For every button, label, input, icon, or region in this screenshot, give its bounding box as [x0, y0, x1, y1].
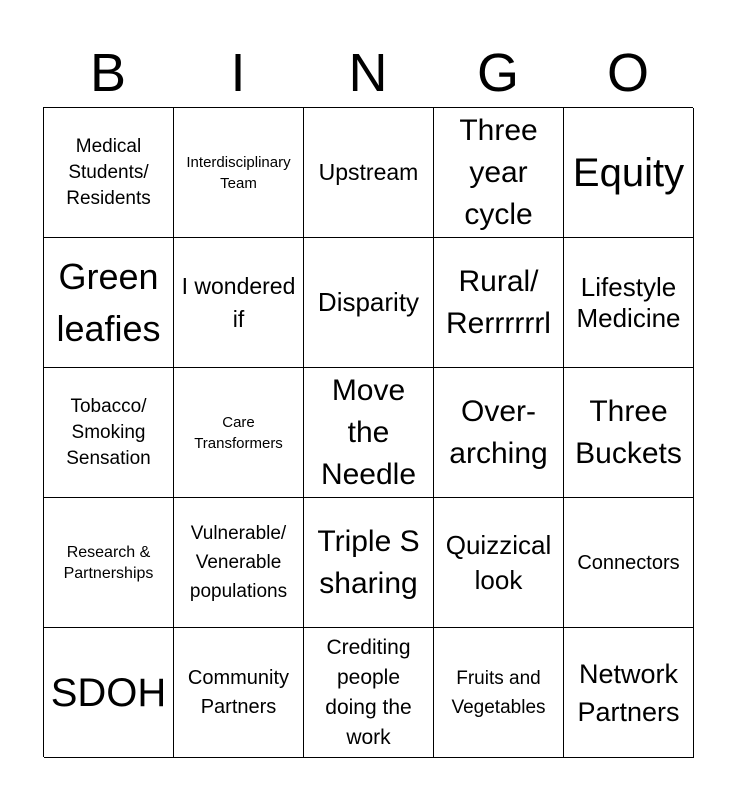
cell-text: Crediting people doing the work — [325, 635, 412, 749]
bingo-cell[interactable] — [44, 238, 174, 368]
cell-text: Vulnerable/ Venerable populations — [189, 523, 288, 602]
cell-text: Network Partners — [577, 658, 680, 727]
cell-text: Three year cycle — [459, 113, 538, 231]
cell-text: Connectors — [577, 551, 680, 574]
cell-text: Research & Partnerships — [63, 543, 154, 582]
header-letter-i: I — [230, 43, 246, 103]
cell-text: Over-arching — [449, 394, 548, 470]
cell-text: Move the Needle — [320, 373, 417, 491]
bingo-cell[interactable] — [304, 498, 434, 628]
bingo-cell[interactable] — [174, 628, 304, 758]
cell-text: Tobacco/ Smoking Sensation — [66, 395, 151, 469]
header-letter-g: G — [476, 43, 519, 103]
cell-text: Triple S sharing — [317, 524, 420, 600]
bingo-cell[interactable] — [44, 628, 174, 758]
cell-text: Three Buckets — [575, 394, 682, 470]
cell-text: Medical Students/ Residents — [66, 135, 151, 209]
bingo-header — [43, 42, 693, 104]
bingo-cell[interactable] — [174, 368, 304, 498]
cell-text: Community Partners — [187, 666, 290, 718]
cell-text: Disparity — [317, 287, 420, 317]
header-letter-n: N — [348, 43, 388, 103]
bingo-cell[interactable] — [434, 628, 564, 758]
bingo-cell[interactable] — [564, 498, 694, 628]
bingo-cell[interactable] — [304, 238, 434, 368]
bingo-cell[interactable] — [564, 368, 694, 498]
bingo-cell[interactable] — [44, 368, 174, 498]
bingo-cell[interactable] — [174, 238, 304, 368]
cell-text: I wondered if — [181, 272, 296, 332]
cell-text: Lifestyle Medicine — [576, 271, 681, 333]
cell-text: Interdisciplinary Team — [186, 153, 291, 192]
bingo-grid — [43, 107, 693, 757]
cell-text: Upstream — [318, 159, 419, 185]
bingo-cell[interactable] — [304, 368, 434, 498]
header-letter-b: B — [89, 43, 127, 103]
bingo-cell[interactable] — [174, 108, 304, 238]
bingo-cell[interactable] — [174, 498, 304, 628]
bingo-cell[interactable] — [44, 108, 174, 238]
cell-text: Fruits and Vegetables — [451, 667, 546, 718]
cell-text: SDOH — [50, 670, 167, 715]
cell-text: Rural/ Rerrrrrrl — [446, 264, 551, 340]
bingo-cell[interactable] — [564, 628, 694, 758]
cell-text: Equity — [572, 150, 685, 195]
bingo-cell[interactable] — [304, 108, 434, 238]
bingo-cell[interactable] — [434, 498, 564, 628]
bingo-cell[interactable] — [434, 368, 564, 498]
bingo-cell[interactable] — [564, 108, 694, 238]
cell-text: Quizzical look — [445, 529, 552, 595]
bingo-cell[interactable] — [434, 238, 564, 368]
cell-text: Care Transformers — [194, 413, 283, 452]
bingo-cell[interactable] — [434, 108, 564, 238]
bingo-cell[interactable] — [44, 498, 174, 628]
bingo-cell[interactable] — [564, 238, 694, 368]
bingo-cell[interactable] — [304, 628, 434, 758]
cell-text: Green leafies — [56, 255, 161, 349]
header-letter-o: O — [606, 43, 649, 103]
